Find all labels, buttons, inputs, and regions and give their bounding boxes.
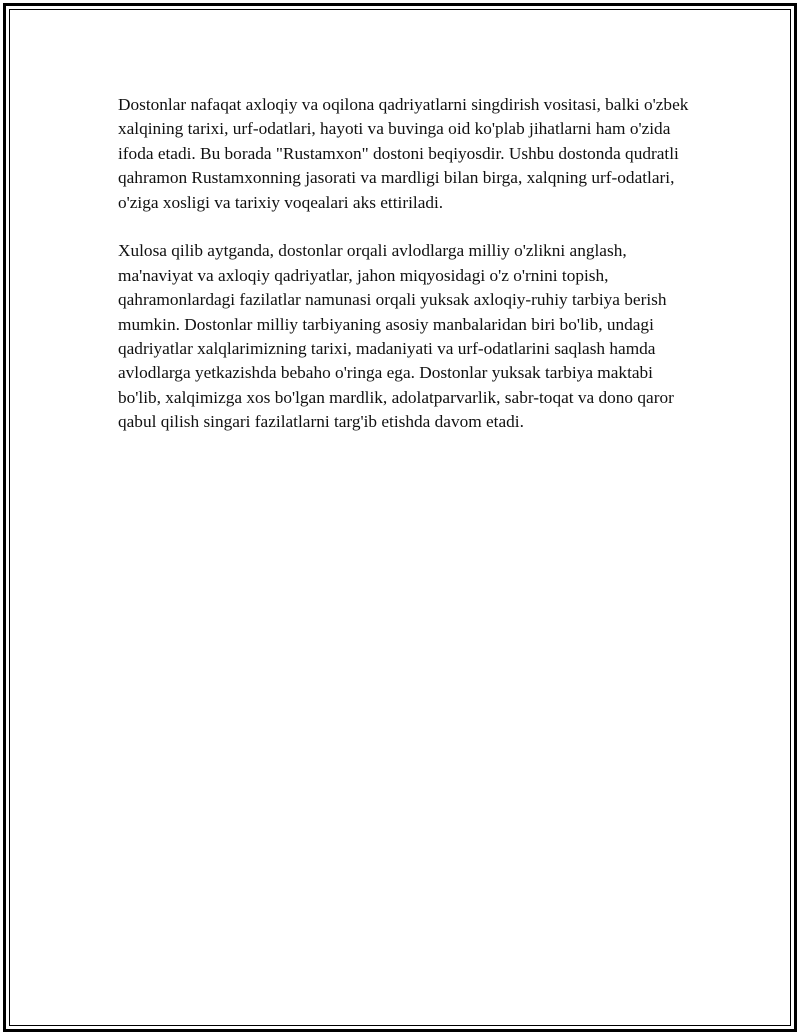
document-body — [118, 93, 690, 459]
paragraph-conclusion: Xulosa qilib aytganda, dostonlar orqali avlodlarga milliy o'zlikni anglash, ma'naviyat va axloqiy qadriyatlar, jahon miqyosidagi o'z o'rnini topish, qahramonlardagi fazilatlar namunasi orqali yuksak axloqiy-ruhiy tarbiya berish mumkin. Dostonlar milliy tarbiyaning asosiy manbalaridan biri bo'lib, undagi qadriyatlar xalqlarimizning tarixi, madaniyati va urf-odatlarini saqlash hamda avlodlarga yetkazishda bebaho o'ringa ega. Dostonlar yuksak tarbiya maktabi bo'lib, xalqimizga xos bo'lgan mardlik, adolatparvarlik, sabr-toqat va dono qaror qabul qilish singari fazilatlarni targ'ib etishda davom etadi. — [118, 241, 674, 432]
paragraph-rustamxon: Dostonlar nafaqat axloqiy va oqilona qadriyatlarni singdirish vositasi, balki o'zbek xalqining tarixi, urf-odatlari, hayoti va buvinga oid ko'plab jihatlarni ham o'zida ifoda etadi. Bu borada "Rustamxon" dostoni beqiyosdir. Ushbu dostonda qudratli qahramon Rustamxonning jasorati va mardligi bilan birga, xalqning urf-odatlari, o'ziga xosligi va tarixiy voqealari aks ettiriladi. — [118, 95, 689, 212]
